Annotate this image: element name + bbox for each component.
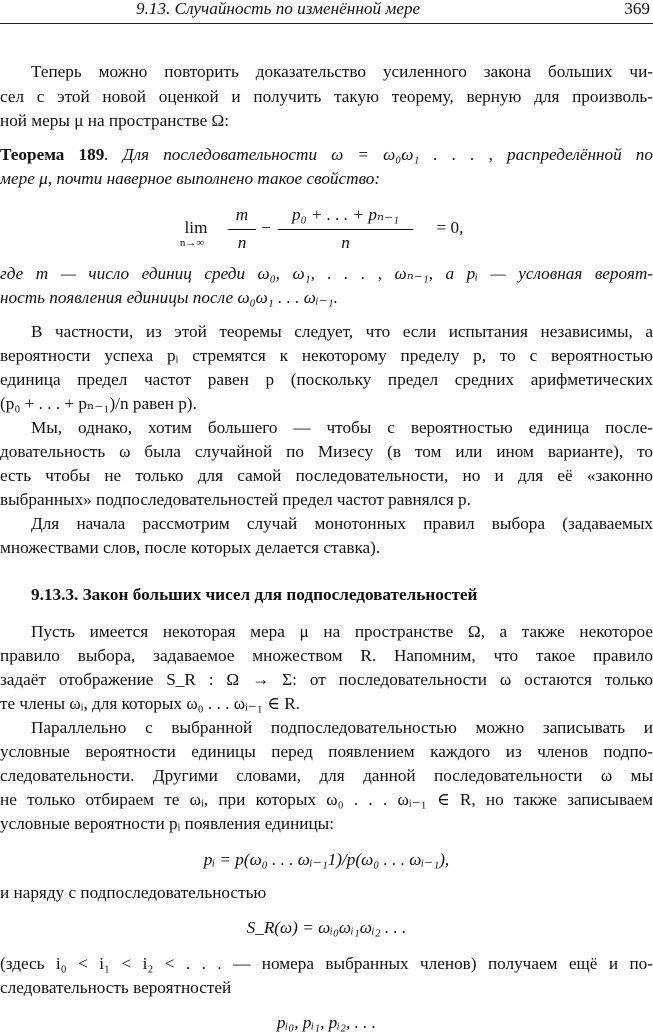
lim-operator: lim <box>184 218 208 237</box>
page-number: 369 <box>624 0 650 18</box>
minus-sign: − <box>261 218 271 237</box>
text-line: задаёт отображение S_R : Ω → Σ: от последовательности ω остаются только <box>0 670 653 689</box>
theorem-line: мере μ, почти наверное выполнено такое свойство: <box>0 169 381 188</box>
running-header <box>0 0 653 21</box>
text-line: ность появления единицы после ω₀ω₁ . . . ωᵢ₋₁. <box>0 288 338 307</box>
lim-subscript: n→∞ <box>179 237 205 249</box>
theorem-label: Теорема 189 <box>0 145 105 164</box>
text-line: условные вероятности pᵢ появления единицы: <box>0 814 334 833</box>
equation-subsequence: S_R(ω) = ωᵢ₀ωᵢ₁ωᵢ₂ . . . <box>246 918 407 937</box>
header-rule <box>0 23 653 24</box>
equation-conditional-probability: pᵢ = p(ω₀ . . . ωᵢ₋₁1)/p(ω₀ . . . ωᵢ₋₁), <box>203 850 450 869</box>
text-line: (p₀ + . . . + pₙ₋₁)/n равен p). <box>0 394 197 413</box>
text-line: следовательности. Другими словами, для данной последовательности ω мы <box>0 766 653 785</box>
text-line: Теперь можно повторить доказательство усиленного закона больших чи- <box>31 62 653 81</box>
text-line: множествами слов, после которых делается ставка). <box>0 538 381 557</box>
text-line: те члены ωᵢ, для которых ω₀ . . . ωᵢ₋₁ ∈ R. <box>0 694 300 713</box>
fraction-bar <box>228 229 256 230</box>
text-line: условные вероятности единицы перед появлением каждого из членов подпо- <box>0 742 653 761</box>
text-line: довательность ω была случайной по Мизесу (в том или ином варианте), то <box>0 442 653 461</box>
text-line: Параллельно с выбранной подпоследовательностью можно записывать и <box>31 718 653 737</box>
text-line: Для начала рассмотрим случай монотонных правил выбора (задаваемых <box>31 514 653 533</box>
text-line: следовательность вероятностей <box>0 978 232 997</box>
text-line: единица предел частот равен p (поскольку предел средних арифметических <box>0 370 653 389</box>
text-line: сел с этой новой оценкой и получить такую теорему, верную для произволь- <box>0 87 653 106</box>
text-line: где m — число единиц среди ω₀, ω₁, . . . , ωₙ₋₁, а pᵢ — условная вероят- <box>0 264 653 283</box>
text-line: есть чтобы не только для самой последовательности, но и для её «законно <box>0 466 653 485</box>
text-line: Пусть имеется некоторая мера μ на пространстве Ω, а также некоторое <box>31 622 653 641</box>
fraction-numerator: p₀ + . . . + pₙ₋₁ <box>291 205 400 224</box>
text-line: В частности, из этой теоремы следует, что если испытания независимы, а <box>31 322 653 341</box>
equation-rhs: = 0, <box>436 218 464 237</box>
text-line: ной меры μ на пространстве Ω: <box>0 111 230 130</box>
theorem-line <box>0 143 653 167</box>
text-line: и наряду с подпоследовательностью <box>0 883 267 902</box>
text-line: вероятности успеха pᵢ стремятся к некоторому пределу p, то с вероятностью <box>0 346 653 365</box>
section-heading: 9.13.3. Закон больших чисел для подпоследовательностей <box>31 585 478 604</box>
text-line: Мы, однако, хотим большего — чтобы с вероятностью единица после- <box>31 418 653 437</box>
text-line: правило выбора, задаваемое множеством R. Напомним, что такое правило <box>0 646 653 665</box>
equation-probability-sequence: pᵢ₀, pᵢ₁, pᵢ₂, . . . <box>276 1013 377 1032</box>
fraction-bar <box>278 229 413 230</box>
running-title: 9.13. Случайность по изменённой мере <box>136 0 421 18</box>
text-line: выбранных» подпоследовательностей предел частот равнялся p. <box>0 490 471 509</box>
fraction-denominator: n <box>341 233 350 252</box>
fraction-numerator: m <box>235 205 249 224</box>
text-line: (здесь i₀ < i₁ < i₂ < . . . — номера выбранных членов) получаем ещё и по- <box>0 954 653 973</box>
theorem-text: . Для последовательности ω = ω₀ω₁ . . . , распределённой по <box>104 145 653 164</box>
text-line: не только отбираем те ωᵢ, при которых ω₀ . . . ωᵢ₋₁ ∈ R, но также записываем <box>0 790 653 809</box>
fraction-denominator: n <box>237 233 247 252</box>
